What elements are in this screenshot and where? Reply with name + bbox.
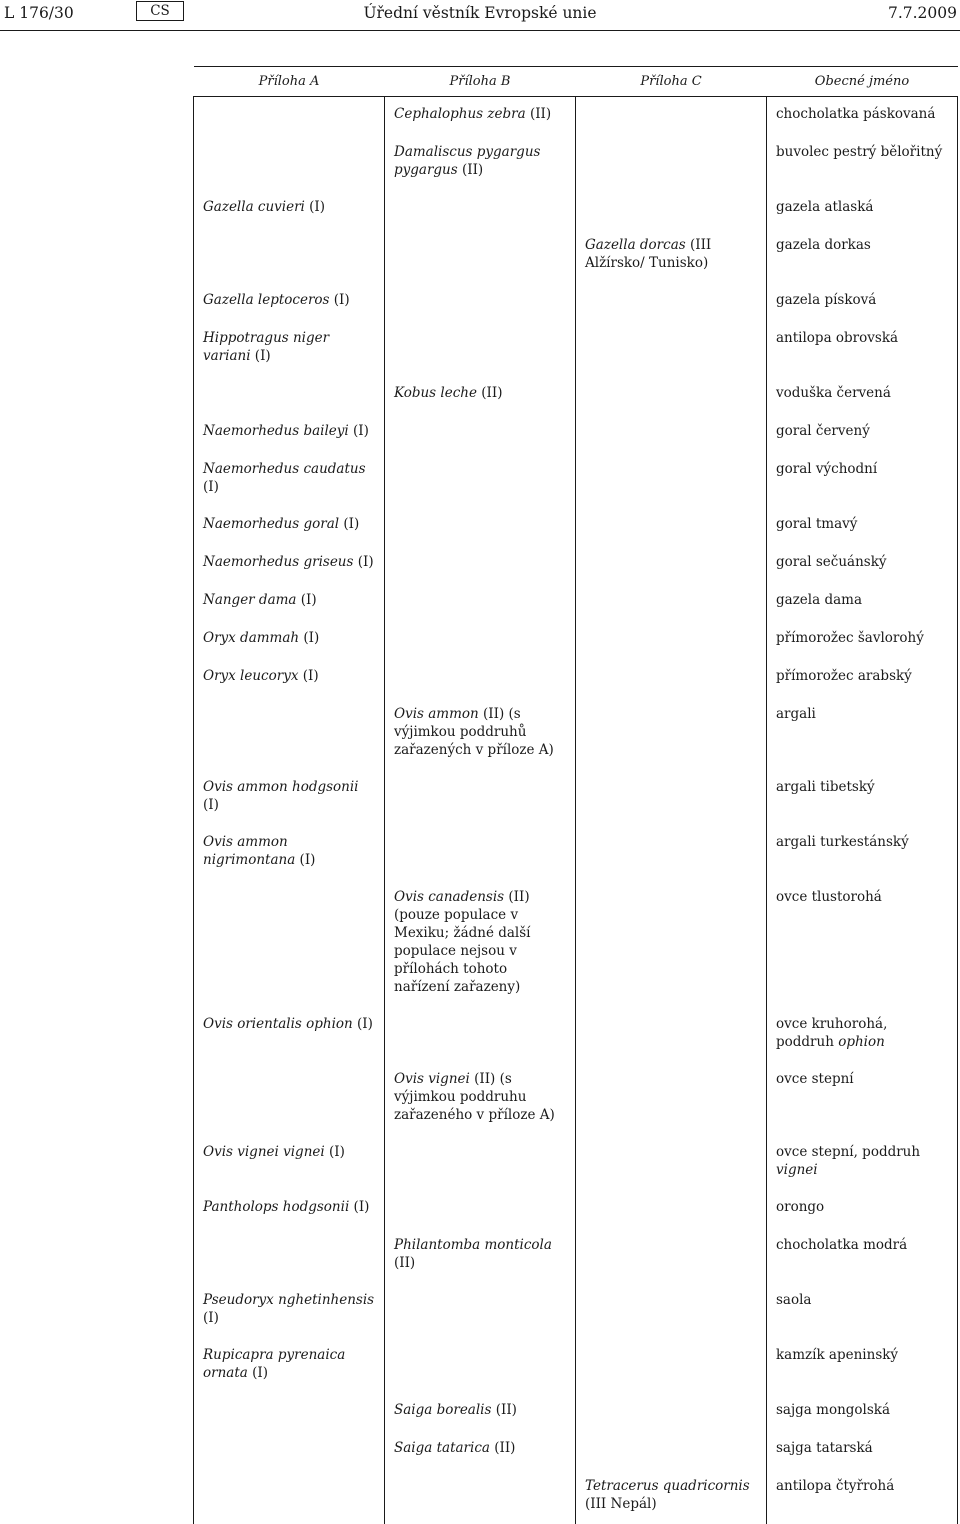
- cell-annex-b: [385, 1283, 576, 1338]
- table-row: [194, 880, 958, 1007]
- common-name: antilopa čtyřrohá: [776, 1478, 894, 1494]
- table-row: [194, 452, 958, 507]
- cell-annex-b: [385, 770, 576, 825]
- species-name: Pantholops hodgsonii: [203, 1199, 349, 1215]
- common-name: ovce kruhorohá, poddruh: [776, 1016, 887, 1050]
- species-name: Oryx leucoryx: [203, 668, 298, 684]
- cell-common-name: [767, 321, 958, 376]
- common-name: chocholatka páskovaná: [776, 106, 935, 122]
- common-name: sajga tatarská: [776, 1440, 873, 1456]
- species-name: Naemorhedus caudatus: [203, 461, 366, 477]
- annex-note: (I): [203, 479, 219, 495]
- cell-annex-b: [385, 1228, 576, 1283]
- species-name: Ovis ammon: [394, 706, 479, 722]
- table-row: [194, 414, 958, 452]
- cell-annex-a: [194, 621, 385, 659]
- common-name: přímorožec arabský: [776, 668, 912, 684]
- cell-common-name: [767, 1190, 958, 1228]
- common-name: goral tmavý: [776, 516, 857, 532]
- cell-annex-c: [576, 545, 767, 583]
- cell-annex-b: [385, 321, 576, 376]
- cell-annex-c: [576, 414, 767, 452]
- cell-annex-b: [385, 1007, 576, 1062]
- species-name: Kobus leche: [394, 385, 477, 401]
- species-name: Philantomba monticola: [394, 1237, 552, 1253]
- cell-annex-b: [385, 697, 576, 770]
- species-name: Hippotragus niger variani: [203, 330, 329, 364]
- language-code-box: CS: [136, 1, 184, 21]
- species-name: Naemorhedus griseus: [203, 554, 353, 570]
- cell-common-name: [767, 190, 958, 228]
- species-name: Tetracerus quadricornis: [585, 1478, 750, 1494]
- cell-common-name: [767, 1283, 958, 1338]
- cell-annex-b: [385, 228, 576, 283]
- cell-annex-b: [385, 1393, 576, 1431]
- cell-annex-a: [194, 507, 385, 545]
- cell-annex-b: [385, 135, 576, 190]
- annex-note: (II) (s výjimkou poddruhů zařazených v příloze A): [394, 706, 554, 758]
- cell-annex-c: [576, 283, 767, 321]
- table-row: [194, 283, 958, 321]
- cell-annex-c: [576, 1393, 767, 1431]
- annex-note: (I): [305, 199, 325, 215]
- cell-annex-b: [385, 545, 576, 583]
- annex-note: (II): [490, 1440, 516, 1456]
- common-name: gazela dama: [776, 592, 862, 608]
- cell-annex-c: [576, 1283, 767, 1338]
- column-header-annex-b: Příloha B: [385, 67, 576, 97]
- common-name: ovce tlustorohá: [776, 889, 882, 905]
- cell-annex-a: [194, 583, 385, 621]
- cell-common-name: [767, 583, 958, 621]
- cell-annex-a: [194, 1338, 385, 1393]
- cell-common-name: [767, 97, 958, 136]
- cell-annex-b: [385, 621, 576, 659]
- annex-note: (I): [353, 1016, 373, 1032]
- cell-annex-a: [194, 770, 385, 825]
- cell-annex-c: [576, 583, 767, 621]
- cell-common-name: [767, 414, 958, 452]
- annex-note: (I): [248, 1365, 268, 1381]
- cell-common-name: [767, 283, 958, 321]
- table-header-row: [194, 67, 958, 97]
- table-row: [194, 1338, 958, 1393]
- common-name: antilopa obrovská: [776, 330, 898, 346]
- cell-annex-a: [194, 697, 385, 770]
- common-name: orongo: [776, 1199, 824, 1215]
- cell-annex-a: [194, 321, 385, 376]
- cell-annex-a: [194, 97, 385, 136]
- column-header-annex-a: Příloha A: [194, 67, 385, 97]
- species-name: Cephalophus zebra: [394, 106, 526, 122]
- cell-common-name: [767, 545, 958, 583]
- annex-note: (I): [349, 423, 369, 439]
- column-header-annex-c: Příloha C: [576, 67, 767, 97]
- table-row: [194, 1007, 958, 1062]
- cell-annex-b: [385, 880, 576, 1007]
- cell-annex-a: [194, 1431, 385, 1469]
- subspecies-epithet: vignei: [776, 1162, 818, 1178]
- annex-note: (II) (s výjimkou poddruhu zařazeného v příloze A): [394, 1071, 555, 1123]
- cell-annex-c: [576, 376, 767, 414]
- common-name: ovce stepní: [776, 1071, 854, 1087]
- common-name: kamzík apeninský: [776, 1347, 898, 1363]
- cell-annex-c: [576, 1007, 767, 1062]
- cell-common-name: [767, 135, 958, 190]
- annex-note: (I): [339, 516, 359, 532]
- cell-annex-a: [194, 880, 385, 1007]
- table-row: [194, 770, 958, 825]
- common-name: saola: [776, 1292, 811, 1308]
- common-name: ovce stepní, poddruh: [776, 1144, 920, 1160]
- common-name: voduška červená: [776, 385, 891, 401]
- cell-annex-b: [385, 97, 576, 136]
- cell-annex-a: [194, 1135, 385, 1190]
- species-name: Ovis vignei: [394, 1071, 470, 1087]
- common-name: chocholatka modrá: [776, 1237, 907, 1253]
- common-name: gazela písková: [776, 292, 876, 308]
- table-row: [194, 697, 958, 770]
- cell-annex-c: [576, 228, 767, 283]
- table-row: [194, 97, 958, 136]
- annex-note: (III Alžírsko/ Tunisko): [585, 237, 711, 271]
- cell-annex-c: [576, 507, 767, 545]
- table-row: [194, 1393, 958, 1431]
- cell-annex-a: [194, 452, 385, 507]
- cell-annex-b: [385, 190, 576, 228]
- common-name: goral červený: [776, 423, 870, 439]
- cell-common-name: [767, 1062, 958, 1135]
- cell-common-name: [767, 697, 958, 770]
- cell-annex-c: [576, 697, 767, 770]
- cell-annex-c: [576, 1062, 767, 1135]
- cell-common-name: [767, 880, 958, 1007]
- table-row: [194, 545, 958, 583]
- annex-note: (II): [458, 162, 484, 178]
- cell-annex-b: [385, 583, 576, 621]
- table-row: [194, 1283, 958, 1338]
- cell-annex-b: [385, 1135, 576, 1190]
- table-row: [194, 228, 958, 283]
- species-name: Ovis ammon nigrimontana: [203, 834, 295, 868]
- cell-annex-c: [576, 321, 767, 376]
- common-name: sajga mongolská: [776, 1402, 890, 1418]
- annex-note: (I): [295, 852, 315, 868]
- cell-annex-b: [385, 825, 576, 880]
- cell-common-name: [767, 1338, 958, 1393]
- common-name: argali: [776, 706, 816, 722]
- table-row: [194, 1135, 958, 1190]
- cell-annex-b: [385, 1431, 576, 1469]
- cell-annex-a: [194, 414, 385, 452]
- cell-annex-c: [576, 190, 767, 228]
- table-body: [194, 97, 958, 1524]
- cell-annex-a: [194, 1007, 385, 1062]
- cell-annex-a: [194, 1062, 385, 1135]
- annex-note: (II): [477, 385, 503, 401]
- common-name: goral východní: [776, 461, 877, 477]
- cell-annex-a: [194, 1190, 385, 1228]
- cell-annex-b: [385, 414, 576, 452]
- table-row: [194, 825, 958, 880]
- common-name: goral sečuánský: [776, 554, 887, 570]
- publication-date: 7.7.2009: [888, 4, 957, 22]
- annex-note: (I): [329, 292, 349, 308]
- cell-common-name: [767, 1135, 958, 1190]
- cell-annex-c: [576, 770, 767, 825]
- cell-annex-a: [194, 135, 385, 190]
- subspecies-epithet: ophion: [838, 1034, 885, 1050]
- table-row: [194, 135, 958, 190]
- species-name: Gazella leptoceros: [203, 292, 329, 308]
- table-row: [194, 583, 958, 621]
- table-row: [194, 1228, 958, 1283]
- table-row: [194, 621, 958, 659]
- cell-common-name: [767, 621, 958, 659]
- page-header: [0, 0, 960, 30]
- species-name: Gazella dorcas: [585, 237, 686, 253]
- cell-annex-b: [385, 1338, 576, 1393]
- species-name: Ovis ammon hodgsonii: [203, 779, 359, 795]
- cell-common-name: [767, 1431, 958, 1469]
- annex-note: (II): [526, 106, 552, 122]
- cell-annex-c: [576, 97, 767, 136]
- species-name: Gazella cuvieri: [203, 199, 305, 215]
- table-row: [194, 321, 958, 376]
- species-name: Saiga borealis: [394, 1402, 491, 1418]
- species-name: Naemorhedus goral: [203, 516, 339, 532]
- species-name: Naemorhedus baileyi: [203, 423, 349, 439]
- annex-note: (I): [203, 1310, 219, 1326]
- cell-common-name: [767, 659, 958, 697]
- table-row: [194, 659, 958, 697]
- common-name: gazela dorkas: [776, 237, 871, 253]
- common-name: buvolec pestrý bělořitný: [776, 144, 942, 160]
- cell-annex-a: [194, 1469, 385, 1524]
- cell-annex-c: [576, 1431, 767, 1469]
- table-row: [194, 1431, 958, 1469]
- cell-common-name: [767, 770, 958, 825]
- cell-annex-c: [576, 621, 767, 659]
- cell-annex-c: [576, 880, 767, 1007]
- cell-annex-a: [194, 659, 385, 697]
- cell-annex-b: [385, 283, 576, 321]
- cell-common-name: [767, 507, 958, 545]
- annex-note: (II): [491, 1402, 517, 1418]
- annex-note: (I): [203, 797, 219, 813]
- cell-annex-b: [385, 1469, 576, 1524]
- table-row: [194, 1469, 958, 1524]
- table-row: [194, 507, 958, 545]
- species-name: Ovis orientalis ophion: [203, 1016, 353, 1032]
- table-row: [194, 190, 958, 228]
- column-header-common-name: Obecné jméno: [767, 67, 958, 97]
- cell-common-name: [767, 376, 958, 414]
- cell-common-name: [767, 452, 958, 507]
- annex-note: (I): [298, 668, 318, 684]
- cell-annex-b: [385, 376, 576, 414]
- species-name: Ovis canadensis: [394, 889, 504, 905]
- annex-note: (I): [251, 348, 271, 364]
- cell-annex-c: [576, 1135, 767, 1190]
- cell-annex-a: [194, 1393, 385, 1431]
- journal-title: Úřední věstník Evropské unie: [0, 4, 960, 22]
- annex-note: (I): [353, 554, 373, 570]
- species-name: Saiga tatarica: [394, 1440, 490, 1456]
- cell-annex-c: [576, 1190, 767, 1228]
- header-rule: [0, 30, 960, 31]
- cell-annex-b: [385, 452, 576, 507]
- common-name: přímorožec šavlorohý: [776, 630, 924, 646]
- cell-common-name: [767, 1228, 958, 1283]
- cell-common-name: [767, 825, 958, 880]
- cell-common-name: [767, 228, 958, 283]
- cell-annex-c: [576, 825, 767, 880]
- species-name: Oryx dammah: [203, 630, 299, 646]
- common-name: argali turkestánský: [776, 834, 909, 850]
- cell-annex-b: [385, 1062, 576, 1135]
- table-row: [194, 1190, 958, 1228]
- cell-common-name: [767, 1393, 958, 1431]
- annex-note: (I): [299, 630, 319, 646]
- table-row: [194, 1062, 958, 1135]
- cell-annex-b: [385, 507, 576, 545]
- common-name: argali tibetský: [776, 779, 875, 795]
- species-name: Nanger dama: [203, 592, 296, 608]
- table-row: [194, 376, 958, 414]
- cell-annex-a: [194, 376, 385, 414]
- species-name: Rupicapra pyrenaica ornata: [203, 1347, 345, 1381]
- cell-annex-a: [194, 825, 385, 880]
- cell-annex-a: [194, 190, 385, 228]
- annex-note: (I): [296, 592, 316, 608]
- annex-note: (II): [394, 1255, 415, 1271]
- cell-annex-a: [194, 1228, 385, 1283]
- cell-annex-a: [194, 545, 385, 583]
- annex-note: (III Nepál): [585, 1496, 657, 1512]
- annex-note: (II) (pouze populace v Mexiku; žádné další populace nejsou v přílohách tohoto nařízení zařazeny): [394, 889, 531, 995]
- cell-annex-a: [194, 1283, 385, 1338]
- cell-annex-c: [576, 1338, 767, 1393]
- cell-annex-c: [576, 1228, 767, 1283]
- species-name: Ovis vignei vignei: [203, 1144, 325, 1160]
- annex-table: [193, 66, 958, 1524]
- cell-annex-b: [385, 1190, 576, 1228]
- cell-annex-c: [576, 1469, 767, 1524]
- cell-common-name: [767, 1007, 958, 1062]
- annex-note: (I): [349, 1199, 369, 1215]
- cell-annex-c: [576, 452, 767, 507]
- cell-annex-a: [194, 228, 385, 283]
- common-name: gazela atlaská: [776, 199, 873, 215]
- species-name: Damaliscus pygargus pygargus: [394, 144, 540, 178]
- cell-annex-b: [385, 659, 576, 697]
- cell-common-name: [767, 1469, 958, 1524]
- cell-annex-c: [576, 659, 767, 697]
- cell-annex-a: [194, 283, 385, 321]
- page-reference: L 176/30: [4, 4, 74, 22]
- annex-note: (I): [325, 1144, 345, 1160]
- cell-annex-c: [576, 135, 767, 190]
- species-name: Pseudoryx nghetinhensis: [203, 1292, 374, 1308]
